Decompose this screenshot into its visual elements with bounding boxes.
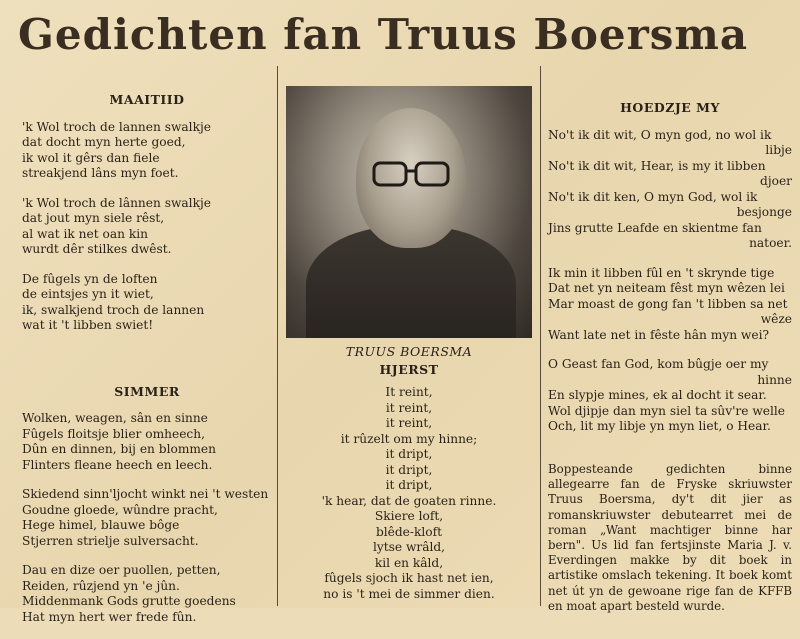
stanza [22,272,272,334]
poem-line-continuation: natoer. [749,236,792,250]
poem-line-continuation: besjonge [736,205,792,219]
poem-line: Hege himel, blauwe bôge [22,518,180,532]
poem-line: 'k Wol troch de lânnen swalkje [22,195,211,210]
poem-hjerst [284,385,534,602]
poem-line: it reint, [385,416,433,430]
stanza [22,487,272,549]
poem-line: Stjerren strielje sulversacht. [22,533,199,548]
poem-line: wurdt dêr stilkes dwêst. [22,242,172,256]
poem-line: it dript, [385,462,433,477]
poem-line: blêde-kloft [375,524,443,539]
poem-line: streakjend lâns myn foet. [22,166,179,180]
poem-line: fûgels sjoch ik hast net ien, [324,571,494,585]
poem-line: Reiden, rûzjend yn 'e jûn. [22,578,180,593]
poem-line: Jins grutte Leafde en skientme fan [548,220,762,235]
poem-line: Hat myn hert wer frede fûn. [22,609,197,624]
poem-line: Dûn en dinnen, bij en blommen [22,442,216,456]
poem-line: Ik min it libben fûl en 't skrynde tige [548,265,775,280]
poem-line: O Geast fan God, kom bûgje oer my [548,357,769,371]
stanza [22,563,272,625]
poem-line: Want late net in fêste hân myn wei? [548,327,769,342]
poem-line: Mar moast de gong fan 't libben sa net [548,296,788,311]
poem-title-hjerst: HJERST [379,361,439,377]
poem-line: En slypje mines, ek al docht it sear. [548,388,767,402]
poem-title-simmer: SIMMER [114,383,180,399]
poem-line: ik, swalkjend troch de lannen [22,302,205,317]
poem-line-continuation: wêze [760,312,792,326]
poem-line: No't ik dit ken, O myn God, wol ik [548,189,758,204]
poem-line: Fûgels floitsje blier omheech, [22,426,205,441]
poem-line-continuation: djoer [760,174,792,188]
poem-line: it dript, [385,478,433,492]
left-column [22,92,272,639]
middle-column [284,86,534,602]
poem-line: dat jout myn siele rêst, [22,211,165,225]
stanza [22,411,272,473]
poem-line: dat docht myn herte goed, [22,135,186,149]
poem-line: it reint, [385,400,433,415]
poem-line: it rûzelt om my hinne; [340,431,478,446]
poem-line: Flinters fleane heech en leech. [22,457,213,472]
poem-line: Skiere loft, [374,509,444,523]
poem-line: kil en kâld, [374,555,444,570]
poem-line: Skiedend sinn'ljocht winkt nei 't westen [22,487,269,501]
poem-line: lytse wrâld, [372,540,446,554]
poem-line: No't ik dit wit, Hear, is my it libben [548,158,766,173]
poem-line: ik wol it gêrs dan fiele [22,150,160,165]
headline: Gedichten fan Truus Boersma [18,10,749,59]
column-divider-right [540,66,541,606]
stanza [548,357,792,435]
column-divider-left [277,66,278,606]
poem-line: Wol djipje dan myn siel ta sûv're welle [548,403,785,418]
author-portrait-photo [286,86,532,338]
poem-line-continuation: hinne [757,372,792,387]
poem-line: 'k Wol troch de lannen swalkje [22,119,211,134]
poem-line: no is 't mei de simmer dien. [323,586,495,601]
poem-line: Middenmank Gods grutte goedens [22,594,236,608]
glasses-shape [372,161,452,187]
stanza [22,120,272,182]
poem-maaitiid [22,120,272,334]
poem-hoedzje-my [548,128,792,435]
photo-caption: TRUUS BOERSMA [345,344,473,359]
poem-line: de eintsjes yn it wiet, [22,287,154,301]
poem-line: Wolken, weagen, sân en sinne [22,411,208,425]
poem-line: Goudne gloede, wûndre pracht, [22,502,218,517]
poem-line: Och, lit my libje yn myn liet, o Hear. [548,419,771,433]
stanza [548,128,792,252]
stanza [548,266,792,344]
poem-line: It reint, [385,385,433,399]
poem-simmer [22,411,272,625]
poem-title-maaitiid: MAAITIID [109,92,185,107]
poem-line-continuation: libje [765,143,792,157]
author-bio-paragraph: Boppesteande gedichten binne allegearre fan de Fryske skriuwster Truus Boersma, dy't dit jier as romanskriuwster debutearret mei de roman „Want machtiger binne har bern". Us lid fan fertsjinste Maria J. v. Everdingen makke by dit boek in artistike omslach tekening. It boek komt net út yn de gewoane rige fan de KFFB en moat apart besteld wurde. [548,462,792,613]
poem-line: 'k hear, dat de goaten rinne. [321,493,497,508]
poem-line: No't ik dit wit, O myn god, no wol ik [548,127,772,142]
right-column [548,100,792,449]
poem-line: De fûgels yn de loften [22,271,158,286]
poem-line: wat it 't libben swiet! [22,318,154,332]
poem-line: it dript, [385,447,433,461]
poem-title-hoedzje-my: HOEDZJE MY [620,100,720,115]
poem-line: Dat net yn neiteam fêst myn wêzen lei [548,281,785,295]
poem-line: al wat ik net oan kin [22,226,148,241]
stanza [22,196,272,258]
poem-line: Dau en dize oer puollen, petten, [22,563,221,577]
